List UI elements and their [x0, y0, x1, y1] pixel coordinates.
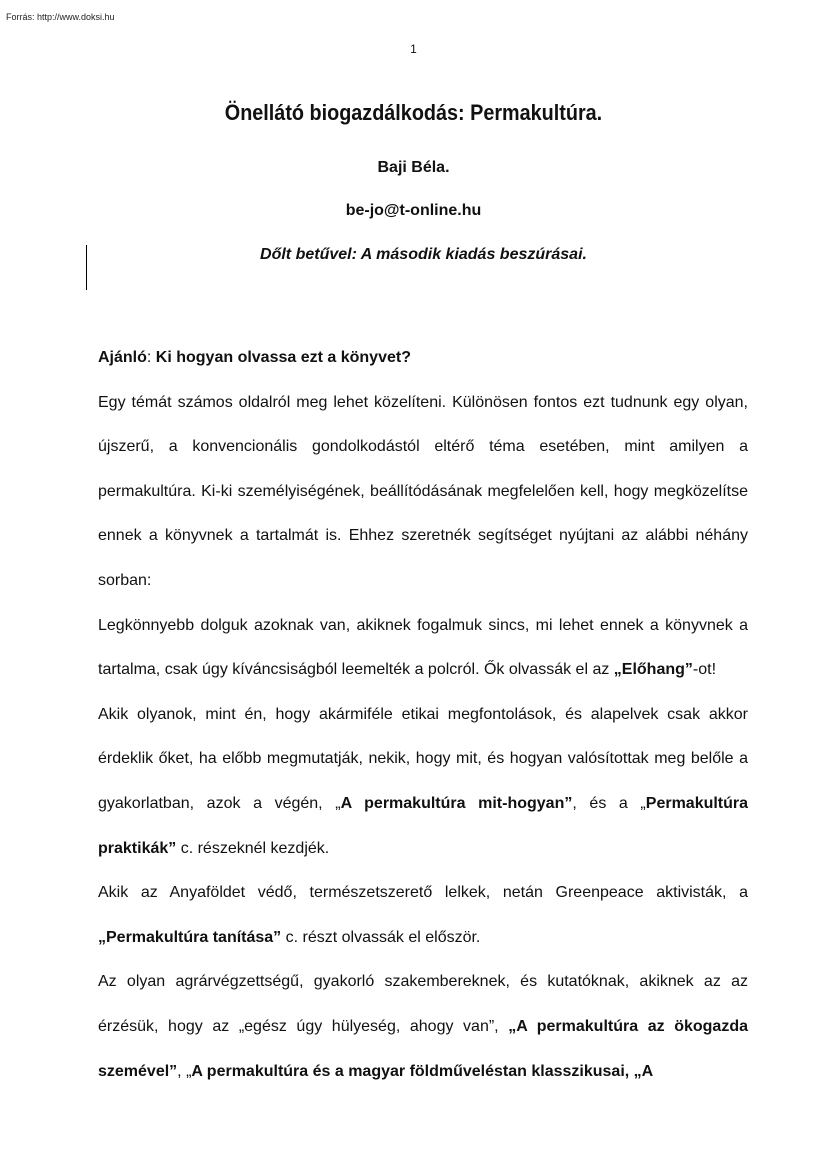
author-email: be-jo@t-online.hu	[345, 202, 482, 219]
p4-bold: „Permakultúra tanítása”	[98, 928, 282, 946]
paragraph-1: Egy témát számos oldalról meg lehet közelíteni. Különösen fontos ezt tudnunk egy olyan, újszerű, a konvencionális gondolkodástól eltérő téma esetében, mint amilyen a permakultúra. Ki-ki személyiségének, beállítódásának megfelelően kell, hogy megközelítse ennek a könyvnek a tartalmát is. Ehhez szeretnék segítséget nyújtani az alábbi néhány sorban:	[98, 393, 748, 589]
p3-text: Akik olyanok, mint én, hogy akármiféle etikai megfontolások, és alapelvek csak akkor érdeklik őket, ha előbb megmutatják, nekik, hogy mit, és hogyan valósítottak meg belőle a gyakorlatban, azok a végén, „	[98, 705, 748, 812]
edition-note: Dőlt betűvel: A második kiadás beszúrásai.	[260, 246, 587, 263]
intro-label: Ajánló	[98, 349, 147, 366]
p2-text: Legkönnyebb dolguk azoknak van, akiknek fogalmuk sincs, mi lehet ennek a könyvnek a tartalma, csak úgy kíváncsiságból leemelték a polcról. Ők olvassák el az	[98, 616, 748, 679]
p5-bold-1: „A permakultúra az ökogazda szemével”	[98, 1017, 748, 1080]
p2-bold: „Előhang”	[613, 661, 693, 679]
p5-bold-2: A permakultúra és a magyar földműveléstan klasszikusai, „A	[191, 1062, 654, 1080]
intro-heading	[98, 336, 748, 381]
p3-bold-2: Permakultúra praktikák”	[98, 794, 749, 857]
paragraph-2	[98, 604, 748, 693]
p5-mid: , „	[177, 1062, 192, 1080]
paragraph-4	[98, 871, 748, 960]
paragraph-3	[98, 693, 748, 871]
p3-tail: c. részeknél kezdjék.	[176, 839, 330, 857]
p3-mid: , és a „	[572, 794, 646, 812]
author-name: Baji Béla.	[377, 159, 450, 176]
p3-bold-1: A permakultúra mit-hogyan”	[340, 794, 573, 812]
page-number: 1	[410, 42, 417, 56]
p5-text: Az olyan agrárvégzettségű, gyakorló szakembereknek, és kutatóknak, akiknek az az érzésük, hogy az „egész úgy hülyeség, ahogy van”,	[98, 973, 748, 1035]
body-text	[98, 336, 748, 1094]
intro-question: Ki hogyan olvassa ezt a könyvet?	[155, 349, 411, 366]
p2-tail: -ot!	[692, 661, 717, 679]
source-url: Forrás: http://www.doksi.hu	[6, 12, 115, 22]
p4-tail: c. részt olvassák el először.	[281, 928, 481, 946]
p4-text: Akik az Anyaföldet védő, természetszerető lelkek, netán Greenpeace aktivisták, a	[98, 884, 748, 902]
intro-colon: :	[146, 349, 156, 366]
document-title: Önellátó biogazdálkodás: Permakultúra.	[224, 100, 603, 125]
paragraph-5	[98, 960, 748, 1094]
